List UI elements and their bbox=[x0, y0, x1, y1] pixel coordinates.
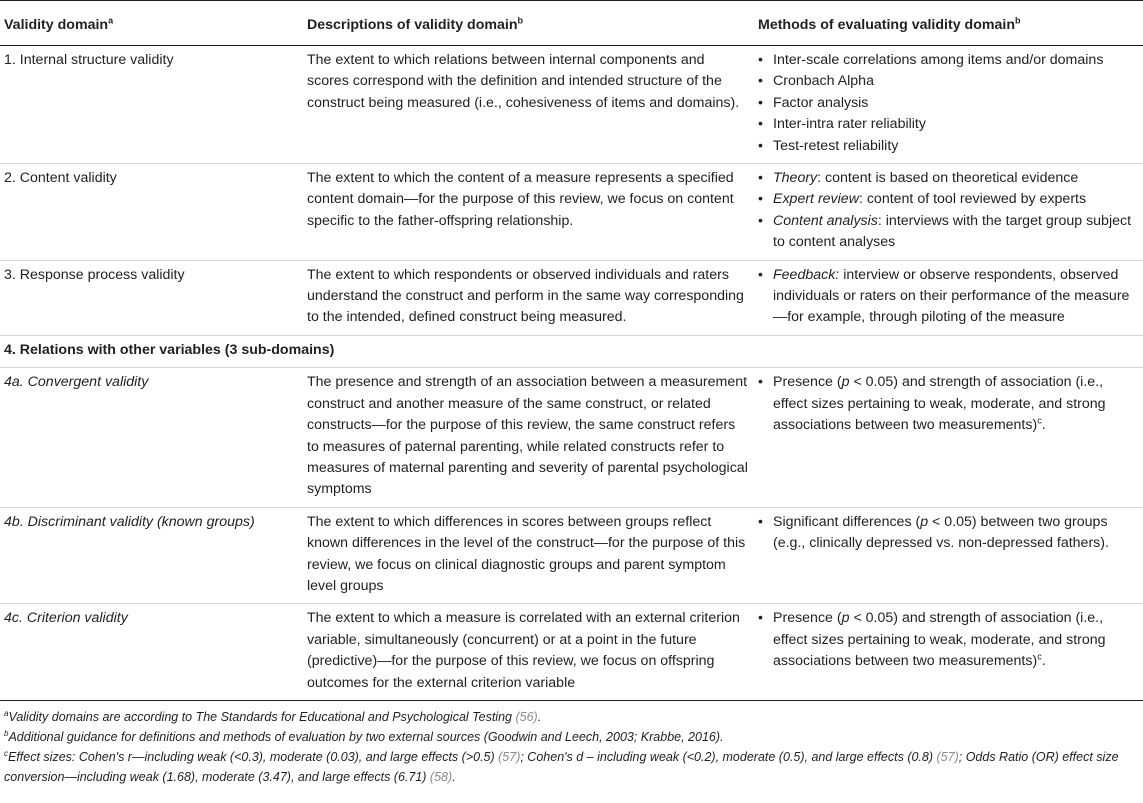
method-item: • Feedback: interview or observe respondents, observed individuals or raters on their performance of the measure—for example, through piloting of the measure bbox=[758, 265, 1133, 329]
header-descriptions: Descriptions of validity domain$^b$ bbox=[307, 1, 758, 46]
header-methods: Methods of evaluating validity domain$^b$ bbox=[758, 1, 1143, 46]
table-row bbox=[0, 604, 1143, 701]
reference-link[interactable]: (56) bbox=[515, 709, 538, 724]
table-row bbox=[0, 164, 1143, 261]
description-cell: The presence and strength of an association between a measurement construct and another measure of the same construct, or related constructs—for the purpose of this review, the same construct refers to measures of paternal parenting, while related constructs refer to measures of maternal parenting and severity of parental psychological symptoms bbox=[307, 368, 758, 507]
footnote-a: $^a$Validity domains are according to The Standards for Educational and Psychological Testing (56). bbox=[4, 708, 542, 724]
header-validity-domain: Validity domain$^a$ bbox=[0, 1, 307, 46]
method-item: • Expert review: content of tool reviewed by experts bbox=[758, 189, 1133, 210]
method-item: • Significant differences (p < 0.05) between two groups (e.g., clinically depressed vs. non-depressed fathers). bbox=[758, 512, 1133, 555]
methods-cell bbox=[758, 46, 1143, 164]
method-item: • Test-retest reliability bbox=[758, 136, 1133, 157]
section-row bbox=[0, 335, 1143, 367]
method-item: • Presence (p < 0.05) and strength of association (i.e., effect sizes pertaining to weak, moderate, and strong associations between two measurements)$^c$. bbox=[758, 608, 1133, 672]
table-row bbox=[0, 46, 1143, 164]
methods-cell bbox=[758, 368, 1143, 507]
method-item: • Cronbach Alpha bbox=[758, 71, 1133, 92]
description-cell: The extent to which a measure is correlated with an external criterion variable, simultaneously (concurrent) or at a point in the future (predictive)—for the purpose of this review, we focus on offspring outcomes for the external criterion variable bbox=[307, 604, 758, 701]
method-item: • Theory: content is based on theoretical evidence bbox=[758, 168, 1133, 189]
domain-cell: 4b. Discriminant validity (known groups) bbox=[0, 507, 307, 604]
domain-cell: 1. Internal structure validity bbox=[0, 46, 307, 164]
section-heading: 4. Relations with other variables (3 sub-domains) bbox=[0, 335, 1143, 367]
reference-link[interactable]: (57) bbox=[936, 749, 959, 764]
table-footnotes bbox=[0, 701, 1143, 787]
method-item: • Inter-scale correlations among items and/or domains bbox=[758, 50, 1133, 71]
table-row bbox=[0, 368, 1143, 507]
domain-cell: 3. Response process validity bbox=[0, 260, 307, 335]
description-cell: The extent to which respondents or observed individuals and raters understand the construct and perform in the same way corresponding to the intended, defined construct being measured. bbox=[307, 260, 758, 335]
method-item: • Inter-intra rater reliability bbox=[758, 114, 1133, 135]
table-row bbox=[0, 507, 1143, 604]
method-item: • Factor analysis bbox=[758, 93, 1133, 114]
domain-cell: 4c. Criterion validity bbox=[0, 604, 307, 701]
methods-cell bbox=[758, 604, 1143, 701]
domain-cell: 4a. Convergent validity bbox=[0, 368, 307, 507]
description-cell: The extent to which differences in scores between groups reflect known differences in the level of the construct—for the purpose of this review, we focus on clinical diagnostic groups and parent symptom level groups bbox=[307, 507, 758, 604]
method-item: • Content analysis: interviews with the target group subject to content analyses bbox=[758, 211, 1133, 254]
method-item: • Presence (p < 0.05) and strength of association (i.e., effect sizes pertaining to weak, moderate, and strong associations between two measurements)$^c$. bbox=[758, 372, 1133, 436]
methods-cell bbox=[758, 164, 1143, 261]
reference-link[interactable]: (57) bbox=[498, 749, 521, 764]
footnote-b: $^b$Additional guidance for definitions and methods of evaluation by two external sources (Goodwin and Leech, 2003; Krabbe, 2016). bbox=[4, 728, 724, 744]
reference-link[interactable]: (58) bbox=[429, 769, 453, 784]
header-row bbox=[0, 1, 1143, 46]
methods-cell bbox=[758, 507, 1143, 604]
description-cell: The extent to which the content of a measure represents a specified content domain—for the purpose of this review, we focus on content specific to the father-offspring relationship. bbox=[307, 164, 758, 261]
footnote-c: $^c$Effect sizes: Cohen's r—including weak (<0.3), moderate (0.03), and large effects (>0.5) (57); Cohen's d – including weak (<0.2), moderate (0.5), and large effects (0.8) (57); Odds Ratio (OR) effect size conversion—including weak (1.68), moderate (3.47), and large effects (6.71) (58). bbox=[4, 748, 1119, 784]
table-row bbox=[0, 260, 1143, 335]
methods-cell bbox=[758, 260, 1143, 335]
description-cell: The extent to which relations between internal components and scores correspond with the definition and intended structure of the construct being measured (i.e., cohesiveness of items and domains). bbox=[307, 46, 758, 164]
domain-cell: 2. Content validity bbox=[0, 164, 307, 261]
